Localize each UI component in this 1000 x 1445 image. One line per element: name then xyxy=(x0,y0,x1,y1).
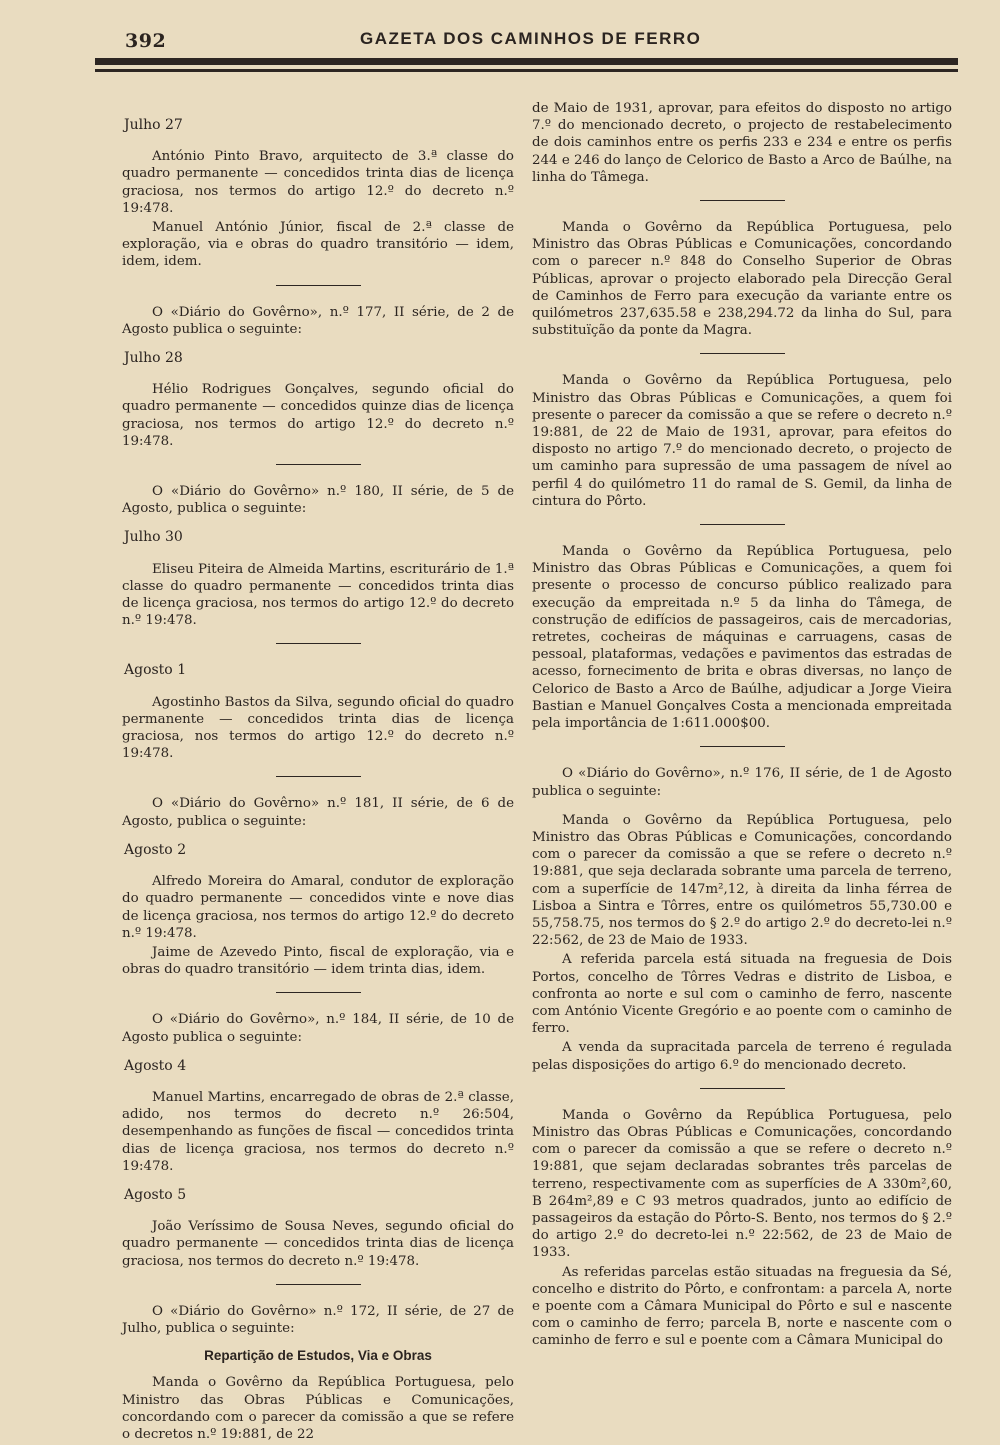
paragraph: O «Diário do Govêrno», n.º 176, II série, de 1 de Agosto publica o seguinte: xyxy=(532,766,952,799)
page-number: 392 xyxy=(125,30,167,52)
paragraph: Hélio Rodrigues Gonçalves, segundo oficial do quadro permanente — concedidos quinze dias de licença graciosa, nos termos do artigo 12.º do decreto n.º 19:478. xyxy=(122,382,514,449)
separator xyxy=(276,285,361,286)
date-heading: Agosto 2 xyxy=(124,841,187,858)
paragraph: O «Diário do Govêrno» n.º 181, II série, de 6 de Agosto, publica o seguinte: xyxy=(122,796,514,829)
paragraph: Manda o Govêrno da República Portuguesa, pelo Ministro das Obras Públicas e Comunicações, concordando com o parecer da comissão a que se refere o decretos n.º 19:881, de 22 xyxy=(122,1375,514,1442)
paragraph: Agostinho Bastos da Silva, segundo oficial do quadro permanente — concedidos trinta dias de licença graciosa, nos termos do artigo 12.º do decreto n.º 19:478. xyxy=(122,694,514,762)
paragraph: de Maio de 1931, aprovar, para efeitos do disposto no artigo 7.º do mencionado decreto, o projecto de restabelecimento de dois caminhos entre os perfis 233 e 234 e entre os perfis 244 e 246 do lanço de Celorico de Basto a Arco de Baúlhe, na linha do Tâmega. xyxy=(532,101,952,185)
paragraph: A venda da supracitada parcela de terreno é regulada pelas disposições do artigo 6.º do mencionado decreto. xyxy=(532,1040,952,1073)
date-heading: Agosto 5 xyxy=(124,1186,187,1203)
paragraph: Manda o Govêrno da República Portuguesa, pelo Ministro das Obras Públicas e Comunicações, concordando com o parecer da comissão a que se refere o decreto n.º 19:881, que seja declarada sobrante uma parcela de terreno, com a superfície de 147m²,12, à direita da linha férrea de Lisboa a Sintra e Tôrres, entre os quilómetros 55,730.00 e 55,758.75, nos termos do § 2.º do artigo 2.º do decreto-lei n.º 22:562, de 23 de Maio de 1933. xyxy=(532,812,952,949)
date-heading: Agosto 4 xyxy=(124,1057,187,1074)
date-heading: Julho 30 xyxy=(124,529,183,546)
separator xyxy=(276,464,361,465)
separator xyxy=(700,200,785,201)
paragraph: Manuel Martins, encarregado de obras de 2.ª classe, adido, nos termos do decreto n.º 26:504, desempenhando as funções de fiscal — concedidos trinta dias de licença graciosa, nos termos do decreto n.º 19:478. xyxy=(122,1089,514,1174)
paragraph: António Pinto Bravo, arquitecto de 3.ª classe do quadro permanente — concedidos trinta dias de licença graciosa, nos termos do artigo 12.º do decreto n.º 19:478. xyxy=(122,149,514,216)
running-title: GAZETA DOS CAMINHOS DE FERRO xyxy=(360,29,702,48)
separator xyxy=(700,353,785,354)
header-rule-thick xyxy=(95,58,958,65)
separator xyxy=(276,1284,361,1285)
paragraph: Manuel António Júnior, fiscal de 2.ª classe de exploração, via e obras do quadro transitório — idem, idem, idem. xyxy=(122,220,514,270)
paragraph: Alfredo Moreira do Amaral, condutor de exploração do quadro permanente — concedidos vinte e nove dias de licença graciosa, nos termos do artigo 12.º do decreto n.º 19:478. xyxy=(122,874,514,941)
section-heading: Repartição de Estudos, Via e Obras xyxy=(204,1348,432,1364)
paragraph: O «Diário do Govêrno» n.º 172, II série, de 27 de Julho, publica o seguinte: xyxy=(122,1303,514,1336)
separator xyxy=(276,643,361,644)
paragraph: Jaime de Azevedo Pinto, fiscal de exploração, via e obras do quadro transitório — idem trinta dias, idem. xyxy=(122,944,514,978)
left-column xyxy=(122,105,514,1445)
paragraph: João Veríssimo de Sousa Neves, segundo oficial do quadro permanente — concedidos trinta dias de licença graciosa, nos termos do decreto n.º 19:478. xyxy=(122,1219,514,1269)
paragraph: O «Diário do Govêrno», n.º 184, II série, de 10 de Agosto publica o seguinte: xyxy=(122,1012,514,1045)
paragraph: Manda o Govêrno da República Portuguesa, pelo Ministro das Obras Públicas e Comunicações, concordando com o parecer da comissão a que se refere o decreto n.º 19:881, que sejam declaradas sobrantes três parcelas de terreno, respectivamente com as superfícies de A 330m²,60, B 264m²,89 e C 93 metros quadrados, junto ao edifício de passageiros da estação do Pôrto-S. Bento, nos termos do § 2.º do artigo 2.º do decreto-lei n.º 22:562, de 23 de Maio de 1933. xyxy=(532,1107,952,1261)
date-heading: Julho 27 xyxy=(124,117,183,133)
separator xyxy=(700,746,785,747)
paragraph: O «Diário do Govêrno» n.º 180, II série, de 5 de Agosto, publica o seguinte: xyxy=(122,484,514,517)
separator xyxy=(700,524,785,525)
separator xyxy=(276,992,361,993)
date-heading: Agosto 1 xyxy=(124,662,187,679)
right-column xyxy=(532,100,952,1352)
paragraph: Manda o Govêrno da República Portuguesa, pelo Ministro das Obras Públicas e Comunicações, concordando com o parecer n.º 848 do Conselho Superior de Obras Públicas, aprovar o projecto elaborado pela Direcção Geral de Caminhos de Ferro para execução da variante entre os quilómetros 237,635.58 e 238,294.72 da linha do Sul, para substituïção da ponte da Magra. xyxy=(532,220,952,339)
paragraph: Eliseu Piteira de Almeida Martins, escriturário de 1.ª classe do quadro permanente — concedidos trinta dias de licença graciosa, nos termos do artigo 12.º do decreto n.º 19:478. xyxy=(122,561,514,629)
spacer xyxy=(532,802,952,812)
date-heading: Julho 28 xyxy=(124,350,183,367)
separator xyxy=(276,776,361,777)
paragraph: Manda o Govêrno da República Portuguesa, pelo Ministro das Obras Públicas e Comunicações, a quem foi presente o processo de concurso público realizado para execução da empreitada n.º 5 da linha do Tâmega, de construção de edifícios de passageiros, cais de mercadorias, retretes, cocheiras de máquinas e carruagens, casas de pessoal, plataformas, vedações e pavimentos das estradas de acesso, fornecimento de brita e obras diversas, no lanço de Celorico de Basto a Arco de Baúlhe, adjudicar a Jorge Vieira Bastian e Manuel Gonçalves Costa a mencionada empreitada pela importância de 1:611.000$00. xyxy=(532,544,952,732)
paragraph: A referida parcela está situada na freguesia de Dois Portos, concelho de Tôrres Vedras e distrito de Lisboa, e confronta ao norte e sul com o caminho de ferro, nascente com António Vicente Gregório e ao poente com o caminho de ferro. xyxy=(532,952,952,1037)
paragraph: Manda o Govêrno da República Portuguesa, pelo Ministro das Obras Públicas e Comunicações, a quem foi presente o parecer da comissão a que se refere o decreto n.º 19:881, de 22 de Maio de 1931, aprovar, para efeitos do disposto no artigo 7.º do mencionado decreto, o projecto de um caminho para supressão de uma passagem de nível ao perfil 4 do quilómetro 11 do ramal de S. Gemil, da linha de cintura do Pôrto. xyxy=(532,373,952,509)
paragraph: O «Diário do Govêrno», n.º 177, II série, de 2 de Agosto publica o seguinte: xyxy=(122,304,514,337)
header-rule-thin xyxy=(95,69,958,72)
paragraph: As referidas parcelas estão situadas na freguesia da Sé, concelho e distrito do Pôrto, e confrontam: a parcela A, norte e poente com a Câmara Municipal do Pôrto e sul e nascente com o caminho de ferro; parcela B, norte e nascente com o caminho de ferro e sul e poente com a Câmara Municipal do xyxy=(532,1264,952,1349)
separator xyxy=(700,1088,785,1089)
